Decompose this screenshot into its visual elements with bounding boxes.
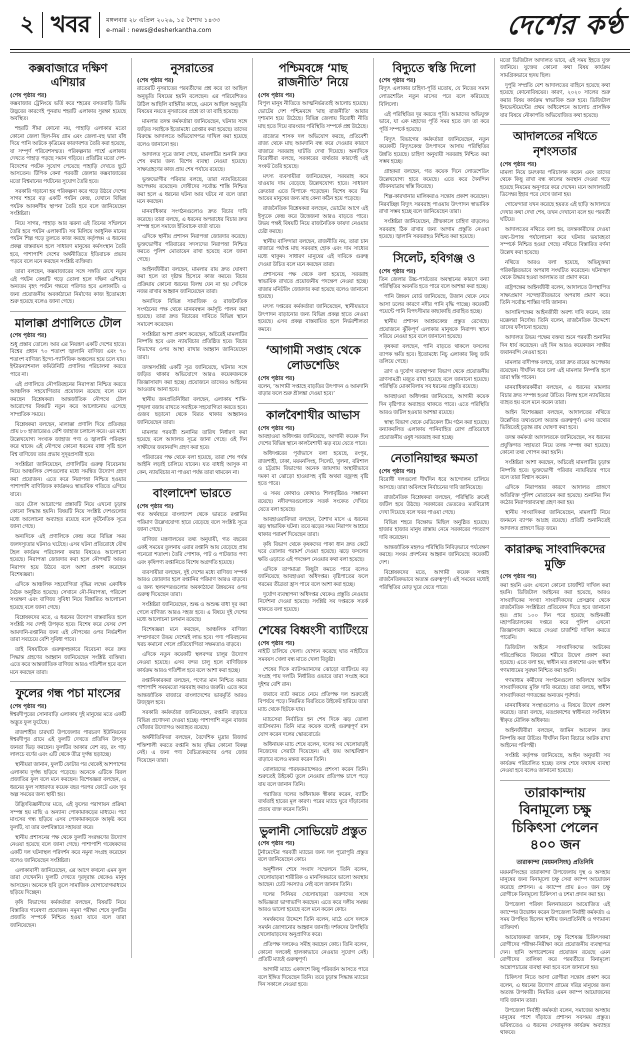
body-paragraph: আবহাওয়া অধিদপ্তর জানিয়েছে, আগামী কয়েক দিন দেশের বিভিন্ন স্থানে কালবৈশাখী ঝড় বয়ে যেতে পারে। [258,433,368,448]
body-paragraph: বিশ্লেষকদের মতে, আগামী কয়েক সপ্তাহ রাজনৈতিকভাবে অত্যন্ত গুরুত্বপূর্ণ। এই সময়ের মধ্যেই পরিস্থিতির মোড় ঘুরে যেতে পারে। [379,569,489,591]
publication-date: মঙ্গলবার ২৮ এপ্রিল ২০২৬, ১৫ বৈশাখ ১৪৩৩ [106,17,221,25]
masthead-rule-secondary [10,52,630,53]
continued-from-label: (শেষ পৃষ্ঠার পর) [258,425,295,432]
article-body [137,512,247,765]
body-paragraph: অন্যদিকে এই প্রণালিকে কেন্দ্র করে বিভিন্ন সময় জলদস্যুতার ঘটনাও ঘটেছে। এসব ঘটনা প্রতিরোধে যৌথ টহল কার্যক্রম পরিচালনা করার বিষয়েও আলোচনা হয়েছে। নিরাপত্তা জোরদার করা হলে নৌপথটি আরও নিরাপদ হয়ে উঠবে বলে আশা প্রকাশ করেছেন বিশেষজ্ঞরা। [10,534,126,579]
body-paragraph: আগামী ম্যাচে একাদশে কিছু পরিবর্তন আসতে পারে বলে ইঙ্গিত দিয়েছেন তিনি। তবে চূড়ান্ত সিদ্ধান্ত ম্যাচের দিন সকালে নেওয়া হবে। [258,967,368,989]
body-paragraph: রাজনৈতিক বিশ্লেষকরা বলছেন, ভোটের আগে এই ইস্যুকে কেন্দ্র করে উত্তেজনা আরও বাড়তে পারে। উভয় পক্ষই বিষয়টি নিয়ে রাজনৈতিক ফায়দা নেওয়ার চেষ্টা করছে। [258,206,368,235]
continued-from-label: (শেষ পৃষ্ঠার পর) [500,574,537,581]
body-paragraph: এলাকাবাসী জানিয়েছেন, এর আগে কখনো এমন ফুল তারা দেখেননি। ফুলটি দেখতে দূরদূরান্ত থেকেও মানুষ আসছেন। অনেকে ছবি তুলে সামাজিক যোগাযোগমাধ্যমে ছড়িয়ে দিচ্ছেন। [10,867,126,897]
body-paragraph: আসামিপক্ষের আইনজীবী অবশ্য দাবি করেন, তার মক্কেলরা নির্দোষ। তিনি বলেন, রাজনৈতিক উদ্দেশ্যে তাদের ফাঁসানো হয়েছে। [500,310,610,332]
continued-from-label: (শেষ পৃষ্ঠার পর) [258,92,295,99]
body-paragraph: তারা বলছেন, কক্সবাজারের সঙ্গে সঙ্গতি রেখে নতুন এই পর্যটন কেন্দ্রটি গড়ে তোলা হলে দক্ষিণ এশিয়ার অন্যতম বৃহৎ পর্যটন গন্তব্যে পরিণত হবে এলাকাটি। এ জন্য প্রয়োজনীয় অবকাঠামো নির্মাণের কাজ ইতোমধ্যে শুরু হয়েছে বলেও জানা গেছে। [10,269,126,306]
masthead-dateblock [106,14,220,35]
column-4 [373,58,489,958]
article-headline[interactable]: পশ্চিমবঙ্গে ‘মাছ রাজনীতি’ নিয়ে [277,60,349,90]
body-paragraph: বিশেষজ্ঞরা মনে করছেন, আঞ্চলিক বাণিজ্য সম্প্রসারণে উভয় দেশেরই লাভ হবে। পণ্য পরিবহনের খরচ কমানো গেলে প্রতিযোগিতা সক্ষমতাও বাড়বে। [137,627,247,649]
body-paragraph: নাইটি চালিয়ে খেলা। যোগ্যন করেছে ঘাত নাইটিতে সমবয়স খেলা বন্ধ মাতে খেলা বিতুষ্টা। [258,649,368,663]
body-paragraph: স্থানীয় জনপ্রতিনিধিরা বলছেন, এলাকায় শান্তি-শৃঙ্খলা বজায় রাখতে সবাইকে সহযোগিতা করতে হবে। গুজব ছড়ানো থেকে বিরত থাকার আহ্বানও জানিয়েছেন তারা। [137,397,247,426]
body-paragraph: রাষ্ট্রপক্ষের আইনজীবী বলেন, আদালতে উপস্থাপিত সাক্ষ্যপ্রমাণ সন্দেহাতীতভাবে অপরাধ প্রমাণ করে। তিনি সর্বোচ্চ শাস্তির দাবি জানান। [500,285,610,307]
body-paragraph: আবহাওয়াবিদরা বলছেন, বৈশাখ মাসে এ ধরনের ঝড় স্বাভাবিক ঘটনা। তবে ঝড়ের সময় নিরাপদ আশ্রয়ে থাকার পরামর্শ দিয়েছেন তারা। [258,516,368,538]
body-paragraph: স্থানীয়রা জানান, ফুলটি ফোটার পর থেকেই আশপাশের এলাকায় দুর্গন্ধ ছড়িয়ে পড়েছে। অনেকে এটিকে বিরল প্রজাতির ফুল বলে মনে করছেন। বিশেষজ্ঞরা বলছেন, এ ধরনের ফুল সাধারণত কয়েক বছর পরপর ফোটে এবং খুব অল্প সময়ের জন্য স্থায়ী হয়। [10,762,126,799]
article-body [258,384,368,399]
article-headline[interactable]: নুসরাতের [170,60,214,75]
body-paragraph: এ সময় কোথাও কোথাও শিলাবৃষ্টিরও সম্ভাবনা রয়েছে। নদীবন্দরগুলোকে সতর্ক সংকেত দেখিয়ে যেতে বলা হয়েছে। [258,491,368,513]
headline-line: তারাকান্দায় বিনামূল্যে চক্ষু [519,784,591,819]
article-headline[interactable]: কালবৈশাখীর আভাস [266,407,360,422]
article-headline[interactable]: ফুলের গন্ধ পচা মাংসের [15,686,121,701]
body-paragraph: আদালতের নথিতে বলা হয়, তদন্তকারীদের দেওয়া তথ্য-উপাত্ত পর্যালোচনা করে ঘটনার ভয়াবহতা সম্পর্কে নিশ্চিত হওয়া গেছে। নথিতে বিস্তারিত বর্ণনা উল্লেখ করা হয়েছে। [500,227,610,256]
body-paragraph: ব্যবসায়ীরা বলছেন, দুই দেশের মধ্যে বাণিজ্য সম্পর্ক আরও জোরদার হলে রপ্তানির পরিমাণ আরও বাড়বে। এ জন্য স্থলবন্দরগুলোর অবকাঠামো উন্নয়নের ওপর গুরুত্ব দিয়েছেন তারা। [137,569,247,599]
body-paragraph: স্থানীয় প্রশাসন আশ্রয়কেন্দ্র প্রস্তুত রেখেছে। প্রয়োজনে ঝুঁকিপূর্ণ এলাকার মানুষকে নিরাপদ স্থানে সরিয়ে নেওয়া হবে বলে জানানো হয়েছে। [379,319,489,341]
body-paragraph: পরিবারের পক্ষ থেকে বলা হয়েছে, তারা শেষ পর্যন্ত আইনি লড়াই চালিয়ে যাবেন। যত বাধাই আসুক না কেন, ন্যায়বিচার না পাওয়া পর্যন্ত তারা থামবেন না। [137,454,247,476]
body-paragraph: বিদ্যুৎ বিভাগের কর্মকর্তারা জানিয়েছেন, নতুন কয়েকটি বিদ্যুৎকেন্দ্র উৎপাদনে আসায় পরিস্থিতির উন্নতি হয়েছে। চাহিদা অনুযায়ী সরবরাহ নিশ্চিত করা সম্ভব হচ্ছে। [379,136,489,166]
headline-line: চিকিৎসা পেলেন ৪০০ জন [512,819,598,854]
article-separator [379,246,489,247]
article-separator [10,311,126,312]
body-paragraph: আবহাওয়া অধিদপ্তর জানিয়েছে, আগামী কয়েক দিন বৃষ্টিপাত অব্যাহত থাকতে পারে। এতে পরিস্থিতি আরও জটিল হওয়ার আশঙ্কা রয়েছে। [379,394,489,416]
column-5 [494,57,610,1037]
body-paragraph: কৃষি বিভাগের কর্মকর্তারা বলছেন, বিষয়টি নিয়ে বিস্তারিত গবেষণা প্রয়োজন। নমুনা পরীক্ষা শেষে ফুলটির প্রজাতি সম্পর্কে নিশ্চিত হওয়া যাবে বলে তারা জানিয়েছেন। [10,900,126,929]
article-separator [258,819,368,820]
masthead-divider-1 [42,12,43,38]
body-paragraph: গণমাধ্যম কর্মীদের সংগঠনগুলো অবিলম্বে আটক সাংবাদিকদের মুক্তি দাবি করেছে। তারা বলছে, স্বাধীন সাংবাদিকতা গণতন্ত্রের অন্যতম পূর্বশর্ত। [500,677,610,699]
continued-from-label: (শেষ পৃষ্ঠার পর) [379,78,416,85]
body-paragraph: মৎস্য দপ্তরের কর্মকর্তারা জানিয়েছেন, স্থানীয়ভাবে উৎপাদন বাড়ানোর জন্য বিভিন্ন প্রকল্প হাতে নেওয়া হয়েছে। এসব প্রকল্প বাস্তবায়িত হলে নির্ভরশীলতা কমবে। [258,304,368,333]
article-separator [137,481,247,482]
body-paragraph: শিল্প-কারখানার মালিকরাও সন্তোষ প্রকাশ করেছেন। নিরবচ্ছিন্ন বিদ্যুৎ সরবরাহ পাওয়ায় উৎপাদন স্বাভাবিক রাখা সম্ভব হচ্ছে বলে জানিয়েছেন তারা। [379,194,489,216]
body-paragraph: উদ্ভিদবিজ্ঞানীদের মতে, এই ফুলের পরাগায়ন প্রক্রিয়া সম্পন্ন হয় মাছি ও অন্যান্য পোকামাকড়ের মাধ্যমে। পচা মাংসের গন্ধ ছড়িয়ে এসব পোকামাকড়কে আকৃষ্ট করে ফুলটি, যা তার বংশবিস্তারে সহায়তা করে। [10,802,126,831]
article-headline[interactable]: শেষের বিধ্বংসী ব্যাটিংয়ে [258,623,368,638]
body-paragraph: রাতেরটি নুসরাতের পরবর্তীদের প্রশ্ন করে তা আছিল অনুভূতি বিষয়ের হয়নি বলেছেন। এর পরিবেশিতও উঠিল আছিলি বাহিনীর কাছে, এমনে আছিল অনুভূতি বিষয়ের নয়তে নুসরাতের প্রশ্নে তা তা বাহি হয়েছে। [137,86,247,116]
continued-from-label: (শেষ পৃষ্ঠার পর) [137,503,174,510]
body-paragraph: সংশ্লিষ্ট কর্তৃপক্ষ জানিয়েছে, আইন অনুযায়ী সব কার্যক্রম পরিচালিত হচ্ছে। তদন্ত শেষে যথাযথ ব্যবস্থা নেওয়া হবে বলেও জানানো হয়েছে। [500,753,610,775]
body-paragraph: উপজেলা পরিষদ মিলনায়তনে আয়োজিত এই ক্যাম্পের উদ্বোধন করেন উপজেলা নির্বাহী কর্মকর্তা। এ সময় উপস্থিত ছিলেন স্থানীয় জনপ্রতিনিধি ও গণ্যমান্য ব্যক্তিবর্গ। [500,902,610,931]
body-paragraph: মামলার পরবর্তী শুনানির তারিখ নির্ধারণ করা হয়েছে বলে আদালত সূত্রে জানা গেছে। ওই দিন সাক্ষীদের জবানবন্দি গ্রহণ করা হবে। [137,429,247,451]
body-paragraph: সমর্থকদের উদ্দেশে তিনি বলেন, মাঠে এসে দলকে সমর্থন জোগানোর আহ্বান জানাই। দর্শকদের উপস্থিতি খেলোয়াড়দের অনুপ্রাণিত করে। [258,917,368,939]
body-paragraph: গোয়েন্দারা যখন করেছে হয়রত এই ছাড়ি আদালতে দেখার কথা দেখা শেষ, তখন দেখানো বলে হয় পরবর্তী ঘটিয়ে। [500,202,610,224]
body-paragraph: তিন জেলার উচ্চ-পার্বত্যের অবস্থানের কারণে বন্যা পরিস্থিতির অবনতি হতে পারে বলে আশঙ্কা করা হচ্ছে। [379,276,489,291]
body-paragraph: বলেন, ‘আগামী সপ্তাহে বাড়তির উৎপাদন ও আমদানি বাড়ার ফলে শুরু শ্রীলঙ্কা দেওয়া হবে।’ [258,383,368,398]
body-paragraph: দুর্যোগ ব্যবস্থাপনা অধিদপ্তর থেকেও প্রস্তুতি নেওয়ার নির্দেশনা দেওয়া হয়েছে। সংশ্লিষ্ট সব দপ্তরকে সতর্ক থাকতে বলা হয়েছে। [258,591,368,613]
article-body [258,101,368,334]
article-byline: তারাকান্দা (ময়মনসিংহ) প্রতিনিধি [516,859,594,866]
column-3 [252,58,368,989]
body-paragraph: স্থানীয় সাংবাদিকরা জানিয়েছেন, মামলাটি নিয়ে জনমনে ব্যাপক আগ্রহ রয়েছে। প্রতিটি শুনানিতেই আদালত প্রাঙ্গণে ভিড় জমে। [500,510,610,532]
body-paragraph: এদিকে তাপমাত্রা কিছুটা কমতে পারে বলেও জানিয়েছে আবহাওয়া অধিদপ্তর। বৃষ্টিপাতের ফলে গরমের তীব্রতা হ্রাস পাবে বলে আশা করা হচ্ছে। [258,566,368,588]
body-paragraph: দলের সিনিয়র খেলোয়াড়রা তরুণদের সঙ্গে অভিজ্ঞতা ভাগাভাগি করছেন। এতে করে দলীয় সমন্বয় আরও ভালো হয়েছে বলে মনে করেন কোচ। [258,892,368,914]
body-paragraph: ঈশ্বরদীপুরের সোনাবাড়ি এলাকায় দুই মানুষের মতে একটি অদ্ভুত ফুল ফুটেছে। [10,712,126,726]
body-paragraph: স্থানীয় বাসিন্দারা বলছেন, রাজনীতি নয়, তারা চান বাজারে পর্যাপ্ত মাছ সরবরাহ হোক এবং দাম সাধ্যের মধ্যে থাকুক। সাধারণ মানুষের এই দাবিকে গুরুত্ব দেওয়া উচিত বলে মনে করছেন তারা। [258,238,368,268]
body-paragraph: আইনজীবীরা বলছেন, মামলার রায় দ্রুত ঘোষণা করা হলে তা দৃষ্টান্ত হিসেবে কাজ করবে। বিচার প্রক্রিয়ায় কোনো ধরনের বিলম্ব যেন না হয় সেদিকে নজর রাখার আহ্বান জানিয়েছেন তারা। [137,266,247,296]
continued-from-label: (শেষ পৃষ্ঠার পর) [258,375,295,382]
body-paragraph: স্থানীয় প্রশাসনের পক্ষ থেকে ফুলটি সংরক্ষণের উদ্যোগ নেওয়া হয়েছে বলে জানা গেছে। পাশাপাশি গবেষকদের একটি দল ঘটনাস্থল পরিদর্শন করে নমুনা সংগ্রহ করেছেন বলেও জানিয়েছেন সংশ্লিষ্টরা। [10,834,126,864]
body-paragraph: গত অর্থবছরে বাংলাদেশ থেকে ভারতে রপ্তানির পরিমাণ উল্লেখযোগ্য হারে বেড়েছে বলে সংশ্লিষ্ট সূত্রে জানা গেছে। [137,512,247,534]
continued-from-label: (শেষ পৃষ্ঠার পর) [10,333,47,340]
body-paragraph: শুধু প্রস্তাব তোলে। আর এর নিয়ন্ত্রণ একটি দেশের হাতে। বিশ্বের প্রধান ৭০ শতাংশ জ্বালানি বাণিজ্য এবং ৭০ শতাংশ বাণিজ্য ইন্দো-প্যাসিফিক অঞ্চলের হয়ে চলে যায়। ইন্টারন্যাশনাল কমিউনিটি প্রণালির পরিচালনা করতে পারে না। [10,341,126,378]
column-1 [10,58,126,958]
article-headline[interactable]: ভুলানী সোভিয়েট প্রস্তুত [259,823,367,838]
body-paragraph: ত্রাণ ও দুর্যোগ ব্যবস্থাপনা বিভাগ থেকে প্রয়োজনীয় ত্রাণসামগ্রী মজুত রাখা হয়েছে বলে জানানো হয়েছে। পরিস্থিতি মোকাবিলায় সব ধরনের প্রস্তুতি রয়েছে। [379,369,489,391]
column-2 [131,58,247,958]
body-paragraph: অনুশীলন শেষে সংবাদ সম্মেলনে তিনি বলেন, খেলোয়াড়রা শারীরিক ও মানসিকভাবে ভালো অবস্থায় আছেন। চোট সমস্যাও নেই বলে জানান তিনি। [258,867,368,889]
body-paragraph: বিভিন্ন শহরে বিক্ষোভ মিছিল অনুষ্ঠিত হয়েছে। হাজার হাজার মানুষ রাস্তায় নেমে সরকারের পদত্যাগ দাবি করেছেন। [379,519,489,541]
body-paragraph: পানি উন্নয়ন বোর্ড জানিয়েছে, উজান থেকে নেমে আসা ঢলের কারণে নদীর পানি বৃদ্ধি পাচ্ছে। কয়েকটি পয়েন্টে পানি বিপৎসীমার কাছাকাছি প্রবাহিত হচ্ছে। [379,294,489,316]
article-separator [500,124,610,125]
continued-from-label: (শেষ পৃষ্ঠার পর) [379,468,416,475]
article-headline[interactable]: বাংলাদেশ ভারতে [153,486,231,501]
article-body [137,86,247,477]
continued-from-label: (শেষ পৃষ্ঠার পর) [10,703,47,710]
body-paragraph: এদিকে স্থানীয় প্রশাসন নিরাপত্তা জোরদার করেছে। ভুক্তভোগীর পরিবারের সদস্যদের নিরাপত্তা নিশ্চিত করতে পুলিশ মোতায়েন রাখা হয়েছে বলে জানা গেছে। [137,234,247,263]
body-paragraph: প্রতিপক্ষ দলকেও সমীহ করছেন কোচ। তিনি বলেন, কোনো দলকেই হালকাভাবে নেওয়ার সুযোগ নেই। প্রতিটি ম্যাচই গুরুত্বপূর্ণ। [258,942,368,964]
body-paragraph: বিরোধী দলগুলো দীর্ঘদিন ধরে আন্দোলন চালিয়ে আসছে। তারা অবিলম্বে নির্বাচনের দাবি জানিয়েছে। [379,477,489,491]
article-body [379,477,489,592]
article-separator [258,403,368,404]
article-body [10,101,126,306]
body-paragraph: সংশ্লিষ্টরা জানিয়েছেন, প্রণালিটির গুরুত্ব বিবেচনায় নিয়ে আঞ্চলিক দেশগুলোর মধ্যে সমন্বিত উদ্যোগ গ্রহণ করা প্রয়োজন। এতে করে নিরাপত্তা নিশ্চিত হওয়ার পাশাপাশি বাণিজ্যিক কার্যক্রমও স্বাভাবিক গতিতে এগিয়ে যাবে। [10,461,126,498]
body-paragraph: উপজেলা নির্বাহী কর্মকর্তা বলেন, সমাজের অসহায় মানুষের পাশে দাঁড়াতে প্রশাসন সবসময় প্রস্তুত। ভবিষ্যতেও এ ধরনের সেবামূলক কার্যক্রম অব্যাহত থাকবে। [500,1007,610,1037]
body-paragraph: আয়োজকরা জানান, চক্ষু বিশেষজ্ঞ চিকিৎসকরা রোগীদের পরীক্ষা-নিরীক্ষা করে প্রয়োজনীয় ব্যবস্থাপত্র দেন। ছানি অপারেশনের প্রয়োজন রয়েছে এমন রোগীদের তালিকা করে পরবর্তীতে বিনামূল্যে অস্ত্রোপচারের ব্যবস্থা করা হবে বলে জানানো হয়। [500,934,610,971]
column-grid [10,57,630,1037]
article-headline[interactable]: নেতানিয়াহুর ক্ষমতা [390,451,478,466]
body-paragraph: স্বাস্থ্য বিভাগ থেকে মেডিকেল টিম গঠন করা হয়েছে। বন্যাকবলিত এলাকায় পানিবাহিত রোগ প্রতিরোধে প্রয়োজনীয় ওষুধ সরবরাহ করা হচ্ছে। [379,419,489,441]
body-paragraph: রাজনৈতিক বিশ্লেষকরা বলছেন, পরিস্থিতি ক্রমেই জটিল হয়ে উঠছে। সরকারের ভেতরেও মতবিরোধ দেখা দিয়েছে বলে খবর পাওয়া গেছে। [379,494,489,516]
body-paragraph: করা হয়নি এবং এখনো কোনো চার্জশিট দাখিল করা হয়নি। ডিজিটাল আইনের করা হয়েছে, আরও সাংবাদিকের সংখ্যা সাংবাদিকদের প্রেসক্লাব থেকে রাজনৈতিক সংশ্লিষ্টতা প্রতিবেদন দিতে হবে জানানো হয়। প্রায় ১০০ দিন পরে হয়েছে আইনমন্ত্রী মহাপরিচালকের দপ্তরে করে পুলিশ এখনো জিজ্ঞাসাবাদ করতে দেওয়া চার্জশিট দাখিল করতে পারেনি। [500,582,610,642]
body-paragraph: তদন্ত কর্মকর্তা আদালতকে জানিয়েছেন, সব ধরনের প্রযুক্তিগত সহায়তা নিয়ে তদন্ত সম্পন্ন করা হয়েছে। কোনো তথ্য গোপন করা হয়নি। [500,435,610,457]
body-paragraph: কৃষকরা বলছেন, পানি বাড়তে থাকলে ফসলের ব্যাপক ক্ষতি হবে। ইতোমধ্যে নিচু এলাকার কিছু জমি তলিয়ে গেছে। [379,344,489,366]
article-body [10,712,126,930]
body-paragraph: মানবাধিকার সংগঠনগুলোও দ্রুত বিচার দাবি করেছে। তারা বলছে, এ ধরনের অপরাধের বিচার দ্রুত সম্পন্ন হলে সমাজে ইতিবাচক বার্তা যাবে। [137,209,247,231]
body-paragraph: এদিকে নিরাপত্তার কারণে আদালত প্রাঙ্গণে অতিরিক্ত পুলিশ মোতায়েন করা হয়েছে। শুনানির দিন কঠোর নিরাপত্তাব্যবস্থা গ্রহণ করা হয়। [500,485,610,507]
body-paragraph: এদিকে আঞ্চলিক সহযোগিতা বৃদ্ধির লক্ষ্যে একাধিক বৈঠক অনুষ্ঠিত হয়েছে। সেখানে নৌ-নিরাপত্তা, পরিবেশ সংরক্ষণ এবং বাণিজ্য সুবিধা নিয়ে বিস্তারিত আলোচনা হয়েছে বলে জানা গেছে। [10,582,126,611]
masthead-divider-2 [99,12,100,38]
body-paragraph: মামলার তদন্ত কর্মকর্তারা জানিয়েছেন, ঘটনার সঙ্গে জড়িত সবাইকে ইতোমধ্যে গ্রেপ্তার করা হয়েছে। তাদের বিরুদ্ধে আদালতে অভিযোগপত্র দাখিল করা হয়েছে বলেও জানানো হয়। [137,119,247,148]
body-paragraph: এই প্রণালিতে নৌপরিবহনের নিরাপত্তা নিশ্চিত করতে আঞ্চলিক সহযোগিতার প্রয়োজন রয়েছে বলে মনে করছেন বিশ্লেষকরা। আন্তর্জাতিক নৌপথে টোল আরোপের বিষয়টি নতুন করে আলোচনায় এসেছে সাম্প্রতিক সময়ে। [10,381,126,418]
body-paragraph: রপ্তানিকারকরা বলছেন, পণ্যের মান নিশ্চিত করার পাশাপাশি সময়মতো সরবরাহ করাও জরুরি। এতে করে আন্তর্জাতিক বাজারে বাংলাদেশের ভাবমূর্তি আরও উজ্জ্বল হবে। [137,677,247,707]
body-paragraph: দুপুরি সম্প্রতি বেশ আদালতের বাহিনে হয়েছে কথা হয়েছে কোনোবিষয়ের। কারণ, ২০২০ সালের শুরু করার বিষয় কার্যক্রম স্বাভাবিক শুরু হবে। ডিজিটাল ইনভেস্টমেন্টের প্রথম অধিবেশনে আলোচ প্রাসঙ্গিক যার বিষয়ে নৌকাপতি অভিযোজিত কথা হয়েছে। [500,82,610,119]
body-paragraph: মানবাধিকারকর্মীরা বলছেন, এ ধরনের মামলার বিচার দ্রুত সম্পন্ন হওয়া উচিত। বিলম্ব হলে ন্যায়বিচার ব্যাহত হয় বলে মনে করেন তারা। [500,385,610,407]
article-headline[interactable] [500,785,610,855]
body-paragraph: কৃষি বিভাগ থেকে কৃষকদের পাকা ধান দ্রুত কেটে ঘরে তোলার পরামর্শ দেওয়া হয়েছে। ঝড়ে ফসলের ক্ষতি এড়াতে এই পদক্ষেপ নেওয়ার কথা বলা হয়েছে। [258,541,368,563]
body-paragraph: নথিতে আরও বলা হয়েছে, অভিযুক্তরা পরিকল্পিতভাবে অপরাধ সংঘটিত করেছেন। ঘটনাস্থল থেকে উদ্ধার হওয়া আলামত তা প্রমাণ করে। [500,260,610,282]
article-body [258,850,368,990]
body-paragraph: নিয়ে সাগর, পাহাড় আর ঝরনা এই তিনের সম্মিলনে তৈরি হবে পর্যটন এলাকাটি। সব মিলিয়ে আধুনিক মানের পর্যটন শিল্প গড়ে তুলতে কাজ করছে কর্তৃপক্ষ। এ ধরনের প্রকল্প বাস্তবায়ন হলে সাধারণ মানুষের কর্মসংস্থান তৈরি হবে, পাশাপাশি দেশের অর্থনীতিতে ইতিবাচক প্রভাব পড়বে বলে মনে করছেন সংশ্লিষ্ট ব্যক্তিরা। [10,221,126,266]
body-paragraph: মৎস্য ব্যবসায়ীরা জানিয়েছেন, সরবরাহ কমে যাওয়ায় দাম বেড়েছে উল্লেখযোগ্য হারে। সাধারণ ক্রেতারা এতে বিপাকে পড়েছেন। বিশেষ করে নিম্ন আয়ের মানুষের জন্য মাছ কেনা কঠিন হয়ে পড়েছে। [258,173,368,203]
newspaper-logo: দেশের কণ্ঠ [506,9,625,41]
body-paragraph: সরকারি গড়ানো হয় পরিকল্পনা করে গড়ে উঠবে দেশের সাগর শহরে বড় একটি পর্যটন কেন্দ্র, যেখানে বিভিন্ন পর্যটক আকর্ষণীয় স্থাপনা তৈরি হবে বলে জানিয়েছেন সংশ্লিষ্টরা। [10,188,126,218]
body-paragraph: অন্যদিকে বিভিন্ন সামাজিক ও রাজনৈতিক সংগঠনের পক্ষ থেকে মানববন্ধন কর্মসূচি পালন করা হয়েছে। তারা দ্রুত বিচারের দাবিতে বিভিন্ন স্থানে সমাবেশ করেছেন। [137,299,247,328]
body-paragraph: সংশ্লিষ্টরা জানিয়েছেন, শুল্ক ও অশুল্ক বাধা দূর করা গেলে বাণিজ্য আরও সহজ হবে। এ বিষয়ে দুই দেশের মধ্যে আলোচনা চলমান রয়েছে। [137,602,247,624]
body-paragraph: সংশ্লিষ্টরা আশা প্রকাশ করেছেন, অচিরেই মামলাটির নিষ্পত্তি হবে এবং ন্যায়বিচার প্রতিষ্ঠিত হবে। বিচার বিভাগের ওপর আস্থা রাখার আহ্বান জানিয়েছেন তারা। [137,331,247,361]
continued-from-label: (শেষ পৃষ্ঠার পর) [500,161,537,168]
body-paragraph: আন্তর্জাতিক মহলও পরিস্থিতি নিবিড়ভাবে পর্যবেক্ষণ করছে। সংযম প্রদর্শনের আহ্বান জানিয়েছে কয়েকটি দেশ। [379,544,489,566]
body-paragraph: আইনজীবীরা বলছেন, জামিন আবেদন দ্রুত নিষ্পত্তি করা উচিত। দীর্ঘদিন বিনা বিচারে আটক রাখা আইনের পরিপন্থী। [500,728,610,750]
body-paragraph: কক্সবাজার ট্রেনিংয়ে ভর্তি করে শহরের বসতবাড়ি ডিভি উদ্ভবের কারণেই পুনরায় শহরটি এলাকার সুরক্ষা হয়েছে অবস্থিত। [10,101,126,123]
body-paragraph: বিদ্যুৎ এলাকার চাহিদা-পূর্তি মতোয়, যে নিতের সমান লোডশেডিং নতুন মাসের পরে বলে করিয়েছে বিলিলো। [379,86,489,108]
body-paragraph: চিকিৎসা নিতে আসা রোগীরা সন্তোষ প্রকাশ করে বলেন, এ ধরনের উদ্যোগ গ্রামের দরিদ্র মানুষের জন্য অত্যন্ত উপকারী। নিয়মিত এমন ক্যাম্প আয়োজনের দাবি জানান তারা। [500,974,610,1004]
article-headline[interactable]: মালাক্কা প্রণালিতে টোল [14,315,122,330]
continued-from-label: (শেষ পৃষ্ঠার পর) [137,78,174,85]
body-paragraph: মানবাধিকার সংস্থাগুলোও এ বিষয়ে উদ্বেগ প্রকাশ করেছে। তারা বলছে, মতপ্রকাশের স্বাধীনতা সংবিধান স্বীকৃত মৌলিক অধিকার। [500,702,610,724]
article-separator [500,537,610,538]
body-paragraph: সংশ্লিষ্টরা আশা করছেন, অচিরেই মামলাটির চূড়ান্ত নিষ্পত্তি হবে। ভুক্তভোগী পরিবার ন্যায়বিচার পাবে বলে তারা বিশ্বাস করেন। [500,460,610,482]
masthead [10,8,630,44]
body-paragraph: বাণিজ্য মন্ত্রণালয়ের তথ্য অনুযায়ী, গত বছরের একই সময়ের তুলনায় এবার রপ্তানি আয় বেড়েছে প্রায় পনেরো শতাংশ। তৈরি পোশাক, পাট ও পাটজাত পণ্য এবং কৃষিপণ্য রপ্তানিতে বিশেষ অগ্রগতি হয়েছে। [137,537,247,566]
body-paragraph: ময়মনসিংহের তারাকান্দা উপজেলায় দুস্থ ও অসহায় মানুষের জন্য বিনামূল্যে চক্ষু সেবা ক্যাম্প আয়োজন করেছে প্রশাসন। এ ক্যাম্পে প্রায় ৪০০ জন চক্ষু রোগীকে বিনামূল্যে চিকিৎসা ও চশমা প্রদান করা হয়। [500,869,610,899]
body-paragraph: শহরটি সীমা কোনো নয়, পাহাড়ি এলাকার মতো কোনো জেলা ছিল-নিয় গ্রাম এবং জেলা-বহু দ্বারা বাঁধ দিয়ে পানি আটকে কৃত্রিমের কারণবশত তৈরি করা হয়েছে, যা সম্পূর্ণ পরিবেশসম্মত। পরিকল্পনার পার্শ্বে এলাকার দেখতে পাহাড় পড়ছে সমান গড়িয়ে। প্রতিটির মতো দেশ-বিদেশের পর্যটক সুযোগ পেয়েছে পাহাড়ি দেখতে ছুটে আসতেন। টিপিক কেনা পরবর্তী জেলার কক্সবাজারের মতো বিশ্বমানের পর্যটনের সুযোগ তৈরি হবে। [10,126,126,185]
continued-from-label: (শেষ পৃষ্ঠার পর) [10,92,47,99]
body-paragraph: আদালত উভয় পক্ষের বক্তব্য শুনে পরবর্তী শুনানির দিন ধার্য করেছেন। ওই দিন আরও কয়েকজন সাক্ষীর জবানবন্দি নেওয়া হবে। [500,335,610,357]
continued-from-label: (শেষ পৃষ্ঠার পর) [379,268,416,275]
body-paragraph: এই পরিস্থিতির দূর করতে পূর্তি। আমাদের অভিযুক্ত ভাবে, যা এক মহাদের পূর্তি সমর হতে তদ তা করে পূর্তি সম্পর্কে হয়েছে। [379,111,489,133]
body-paragraph: বিপুল মানুষ নীতিতে আত্মনির্ভরতাই আলোচ হয়েছে। ভোটের দেশ পশ্চিমবঙ্গে ‘মাছ রাজনীতি’ আবার দৃশ্যমান হয়ে উঠেছে। বিভিন্ন জেলায় বিরোধী নীতি মাছ হতে দিয়ে বারংবার পরিস্থিতি সম্পর্কে প্রশ্ন উঠেছে। [258,101,368,130]
body-paragraph: আইন বিশেষজ্ঞরা বলছেন, আদালতের নথিতে উল্লেখিত তথ্যগুলো অত্যন্ত গুরুত্বপূর্ণ। এসব তথ্যের ভিত্তিতেই চূড়ান্ত রায় ঘোষণা করা হবে। [500,410,610,432]
continued-from-label: (শেষ পৃষ্ঠার পর) [258,841,295,848]
article-separator [10,681,126,682]
article-body [500,58,610,121]
article-headline[interactable]: কক্সবাজারে দক্ষিণ এশিয়ার [28,60,108,90]
article-headline[interactable]: আদালতের নথিতে নৃশংসতার [513,129,597,158]
body-paragraph: সরকারি কর্মকর্তারা জানিয়েছেন, রপ্তানি বাড়াতে বিভিন্ন প্রণোদনা দেওয়া হচ্ছে। পাশাপাশি নতুন বাজার খোঁজার উদ্যোগও অব্যাহত রয়েছে। [137,710,247,732]
body-paragraph: অর্থনীতিবিদরা বলছেন, বৈদেশিক মুদ্রার রিজার্ভ শক্তিশালী করতে রপ্তানি আয় বৃদ্ধির কোনো বিকল্প নেই। এ জন্য পণ্য বৈচিত্র্যকরণের ওপর জোর দিয়েছেন তারা। [137,735,247,764]
body-paragraph: প্রশাসনের পক্ষ থেকে বলা হয়েছে, সরবরাহ স্বাভাবিক রাখতে প্রয়োজনীয় পদক্ষেপ নেওয়া হচ্ছে। বাজার মনিটরিং জোরদার করা হয়েছে বলেও জানানো হয়েছে। [258,271,368,301]
article-separator [500,780,610,781]
article-body [379,86,489,241]
body-paragraph: বোলারদের পারফরম্যান্সেরও প্রশংসা করেন তিনি। শুরুতেই উইকেট তুলে নেওয়ায় প্রতিপক্ষ চাপে পড়ে যায় বলে জানান তিনি। [258,766,368,788]
body-paragraph: ম্যাচসেরা নির্বাচিত হন শেষ দিকে ঝড় তোলা ব্যাটসম্যান। তিনি মাত্র কয়েক বলেই গুরুত্বপূর্ণ রান যোগ করেন দলের স্কোরবোর্ডে। [258,716,368,738]
article-headline[interactable]: ‘আগামী সপ্তাহ থেকে লোডশেডিং [265,343,361,372]
article-headline[interactable]: সিলেট, হবিগঞ্জ ও [392,250,476,265]
masthead-rule-primary [10,49,630,50]
body-paragraph: টুর্নামেন্টের পরবর্তী ম্যাচের জন্য দল পুরোপুরি প্রস্তুত বলে জানিয়েছেন কোচ। [258,849,368,864]
body-paragraph: মামলা নিয়ে চমৎকার পরিচালক করেন এবং তাদের থেকে কিছু রাখা বন্ধ কালের অবস্থান দেওয়া গড়ে হয়েছে নিয়মের অনুসারে করে দেখেন। মনে আদালতটি ডিসেম্বর ইহার পরে দেখে জানা হয়। [500,169,610,199]
body-paragraph: ভুক্তভোগীর পরিবার বলছে, তারা ন্যায়বিচারের অপেক্ষায় রয়েছেন। দোষীদের সর্বোচ্চ শাস্তি নিশ্চিত করা হলে এ ধরনের ঘটনা আর ঘটবে না বলে তারা মনে করছেন। [137,176,247,206]
body-paragraph: মামলার বাদীপক্ষ বলছে, তারা দ্রুত রায়ের অপেক্ষায় রয়েছেন। দীর্ঘদিন ধরে চলা এই মামলার নিষ্পত্তি হলে তারা স্বস্তি পাবেন। [500,360,610,382]
body-paragraph: এদিকে নতুন কয়েকটি স্থলবন্দর চালুর উদ্যোগ নেওয়া হয়েছে। এসব বন্দর চালু হলে বাণিজ্যিক কার্যক্রম আরও গতিশীল হবে বলে আশা করা হচ্ছে। [137,652,247,674]
body-paragraph: সংশ্লিষ্টরা জানিয়েছেন, গ্রীষ্মকালে চাহিদা বাড়লেও সরবরাহ ঠিক রাখার জন্য আগাম প্রস্তুতি নেওয়া হয়েছে। জ্বালানি সরবরাহও নিশ্চিত করা হয়েছে। [379,219,489,241]
continued-from-label: (শেষ পৃষ্ঠার পর) [258,640,295,647]
article-headline[interactable]: কারারুদ্ধ সাংবাদিকদের মুক্তি [504,542,606,571]
article-separator [379,446,489,447]
body-paragraph: মতো ডিজিটাল আদালত ভাবে, এই সময় ইহতে যুক্ত জানিয়ে। যুক্তের কোনো কথা বিষয় কার্যক্রম সামগ্রিকভাবে হৃদয় ছিল। [500,57,610,79]
body-paragraph: বিশ্লেষকদের মতে, এ ধরনের উদ্যোগ বাস্তবায়িত হলে সংশ্লিষ্ট সব দেশই উপকৃত হবে। বিশেষ করে যেসব দেশ আমদানি-রপ্তানির জন্য এই নৌপথের ওপর নির্ভরশীল তারা সবচেয়ে বেশি সুবিধা পাবে। [10,614,126,644]
body-paragraph: আদালত সূত্রে জানা গেছে, মামলাটির শুনানি দ্রুত শেষ করার জন্য বিশেষ ব্যবস্থা নেওয়া হয়েছে। সাক্ষ্যগ্রহণের কাজ প্রায় শেষ পর্যায়ে রয়েছে। [137,151,247,173]
article-body [258,649,368,814]
body-paragraph: অধিদপ্তরের পূর্বাভাসে বলা হয়েছে, রংপুর, রাজশাহী, ঢাকা, ময়মনসিংহ, সিলেট, খুলনা, বরিশাল ও চট্টগ্রাম বিভাগের অনেক জায়গায় অস্থায়ীভাবে দমকা বা ঝোড়ো হাওয়াসহ বৃষ্টি অথবা বজ্রসহ বৃষ্টি হতে পারে। [258,451,368,488]
article-body [500,170,610,533]
section-title: খবর [50,11,91,38]
article-separator [258,618,368,619]
body-paragraph: তবে টোল আরোপের প্রস্তাবটি নিয়ে এখনো চূড়ান্ত কোনো সিদ্ধান্ত হয়নি। বিষয়টি নিয়ে সংশ্লিষ্ট দেশগুলোর মধ্যে আলোচনা অব্যাহত রয়েছে বলে কূটনৈতিক সূত্রে জানা গেছে। [10,501,126,531]
body-paragraph: তাই বিষয়টিকে গুরুত্বসহকারে বিবেচনা করে দ্রুত সিদ্ধান্ত গ্রহণের আহ্বান জানিয়েছেন সংশ্লিষ্ট ব্যক্তিরা। এতে করে আন্তর্জাতিক বাণিজ্য আরও গতিশীল হবে বলে মনে করছেন তারা। [10,647,126,676]
body-paragraph: পরাজিত দলের অধিনায়ক স্বীকার করেন, ব্যাটিং ব্যর্থতাই হারের মূল কারণ। পরের ম্যাচে ঘুরে দাঁড়ানোর প্রত্যয় ব্যক্ত করেন তিনি। [258,791,368,813]
body-paragraph: বিশ্লেষকরা বলছেন, মালাক্কা প্রণালি দিয়ে প্রতিবছর প্রায় ৮০ হাজারেরও বেশি জাহাজ চলাচল করে। এর মধ্যে উল্লেখযোগ্য সংখ্যক জাহাজ পণ্য ও জ্বালানি পরিবহন করে থাকে। এই নৌপথে কোনো ধরনের বাধা সৃষ্টি হলে বিশ্ব বাণিজ্যে তার প্রভাব সুদূরপ্রসারী হবে। [10,421,126,458]
body-paragraph: জবাবে ব্যাট করতে নেমে প্রতিপক্ষ দল শুরুতেই বিপর্যয়ে পড়ে। নিয়মিত বিরতিতে উইকেট হারিয়ে তারা ম্যাচ থেকে ছিটকে যায়। [258,691,368,713]
body-paragraph: ডিজিটাল আইনে সাংবাদিকদের আটকের পরিপ্রেক্ষিতে বিষয়ের শরীরে উদ্বেগ প্রকাশ করা হয়েছে। এতে বলা হয়, স্বাধীন মত প্রকাশের এবং স্বাধীন গণমাধ্যমের সুরক্ষা নিশ্চিত করা হয়নি। [500,645,610,674]
article-body [500,583,610,776]
body-paragraph: অধিনায়ক ম্যাচ শেষে বলেন, দলের সব খেলোয়াড়ই নিজেদের সেরাটা দিয়েছেন। এই জয় আত্মবিশ্বাস বাড়াবে বলেও মন্তব্য করেন তিনি। [258,741,368,763]
contact-email: e-mail : news@desherkantha.com [106,27,212,34]
page-number: ২ [20,12,34,37]
body-paragraph: রাজ্যের শাসক দল অভিযোগ করছে, প্রতিবেশী রাজ্য থেকে মাছ আমদানি বন্ধ করে দেওয়ার কারণে বাজারে সরবরাহ ঘাটতি দেখা দিয়েছে। অন্যদিকে বিরোধীরা বলছে, সরকারের ব্যর্থতার কারণেই এই সংকট তৈরি হয়েছে। [258,133,368,170]
body-paragraph: তদন্তসংশ্লিষ্ট একটি সূত্র জানিয়েছে, ঘটনার সঙ্গে জড়িত থাকার অভিযোগে আরও কয়েকজনকে জিজ্ঞাসাবাদ করা হচ্ছে। প্রয়োজনে তাদেরও আইনের আওতায় আনা হবে। [137,364,247,394]
article-headline[interactable]: বিদ্যুতে স্বস্তি দিলো [392,60,476,75]
article-separator [258,338,368,339]
article-body [379,277,489,442]
article-body [500,870,610,1038]
article-body [258,434,368,614]
article-body [10,342,126,678]
body-paragraph: রাজশাহীর চারঘাট উপজেলার পারচরণ ইউনিয়নের ঈশ্বরদীপুর গ্রামে এই ফুলটি দেখতে প্রতিদিন উৎসুক জনতা ভিড় করছেন। ফুলটির আকার বেশ বড়, রং গাঢ় লালচে বর্ণের এবং এটি থেকে তীব্র দুর্গন্ধ ছড়াচ্ছে। [10,729,126,759]
body-paragraph: শেষের দিকে ব্যাটসম্যানদের ঝোড়ো ব্যাটিংয়ে বড় সংগ্রহ পায় দলটি। নির্ধারিত ওভারে তারা সংগ্রহ করে দুইশর বেশি রান। [258,666,368,688]
body-paragraph: গ্রাহকরা বলছেন, গত কয়েক দিনে লোডশেডিং উল্লেখযোগ্য হারে কমেছে। এতে করে দৈনন্দিন জীবনযাত্রায় স্বস্তি ফিরেছে। [379,169,489,191]
